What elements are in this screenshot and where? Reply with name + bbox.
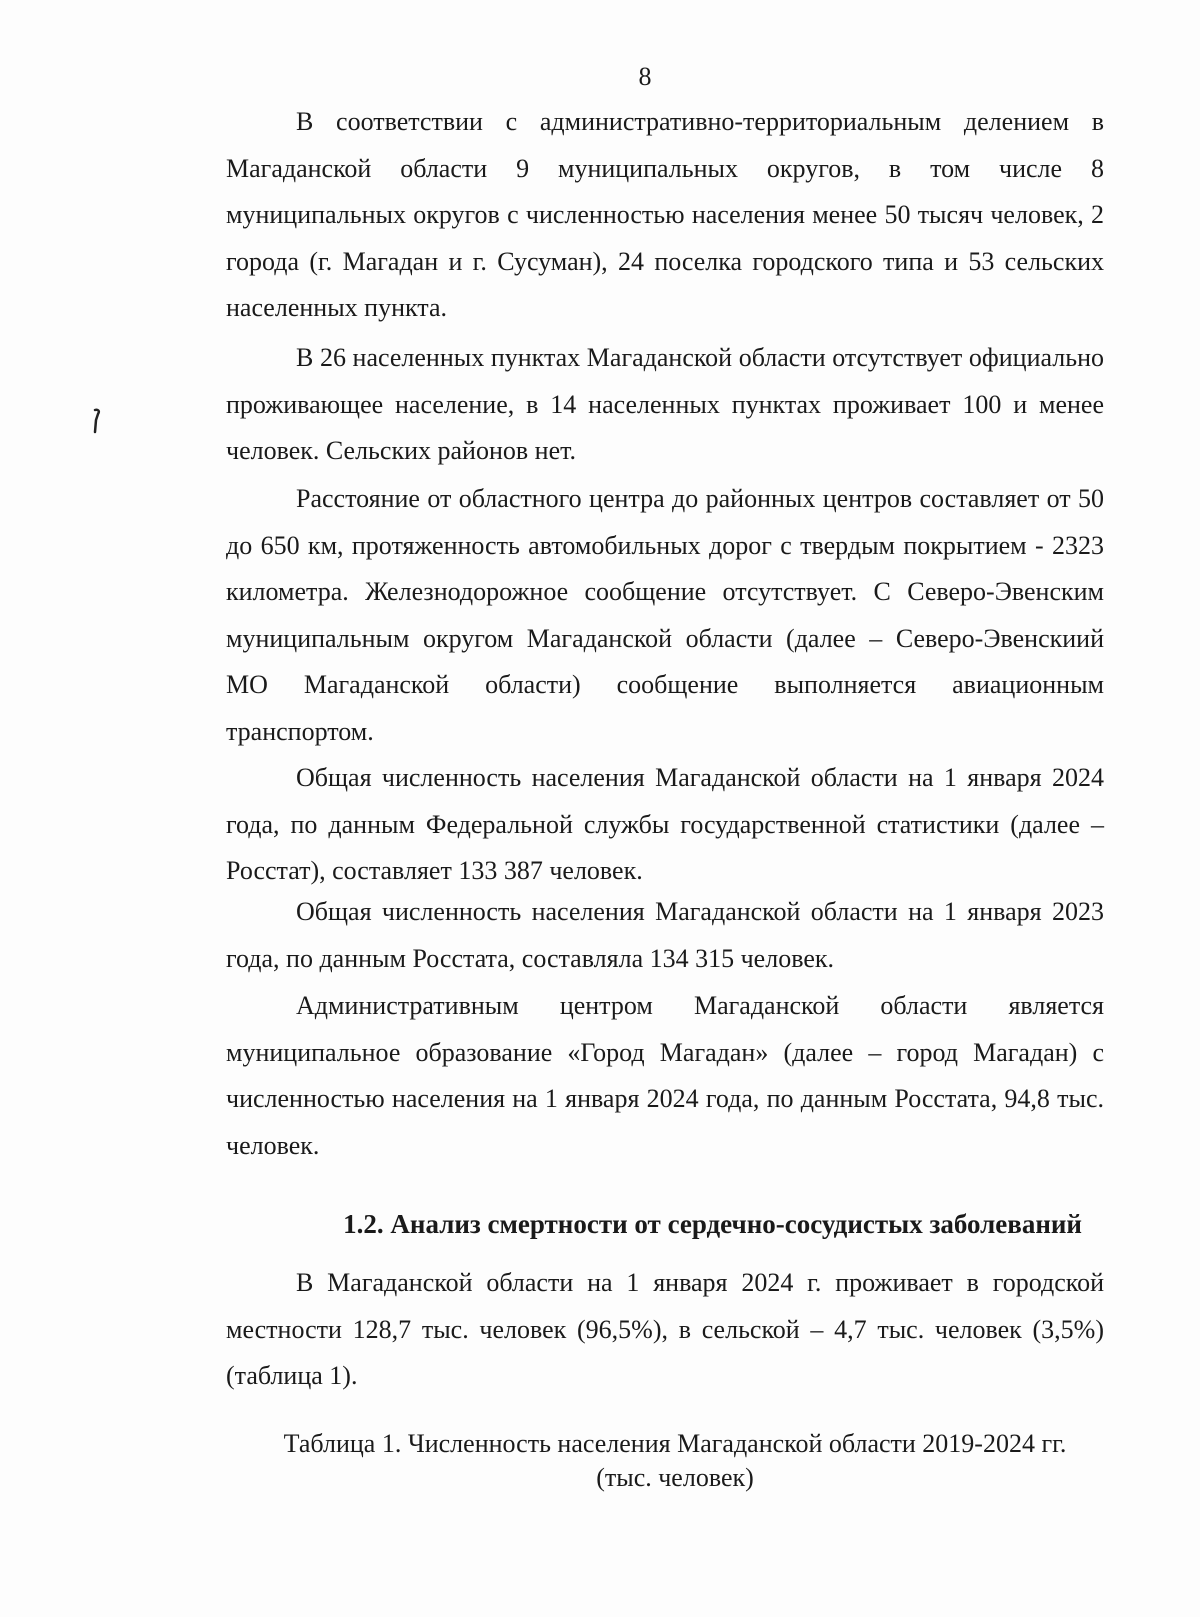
paragraph-administrative-center: Административным центром Магаданской области является муниципальное образование «Город Магадан» (далее – город Магадан) с численностью населения на 1 января 2024 года, по данным Росстата, 94,8 тыс. человек. bbox=[226, 991, 1104, 1160]
paragraph-administrative-division: В соответствии с административно-территориальным делением в Магаданской области 9 муниципальных округов, в том числе 8 муниципальных округов с численностью населения менее 50 тысяч человек, 2 города (г. Магадан и г. Сусуман), 24 поселка городского типа и 53 сельских населенных пункта. bbox=[226, 107, 1104, 322]
paragraph-population-2024: Общая численность населения Магаданской области на 1 января 2024 года, по данным Федеральной службы государственной статистики (далее – Росстат), составляет 133 387 человек. bbox=[226, 763, 1104, 885]
paragraph-settlements: В 26 населенных пунктах Магаданской области отсутствует официально проживающее население, в 14 населенных пунктах проживает 100 и менее человек. Сельских районов нет. bbox=[226, 343, 1104, 465]
section-heading-text: 1.2. Анализ смертности от сердечно-сосудистых заболеваний bbox=[343, 1209, 1082, 1239]
page-number: 8 bbox=[638, 62, 652, 91]
paragraph-population-2023: Общая численность населения Магаданской области на 1 января 2023 года, по данным Росстата, составляла 134 315 человек. bbox=[226, 897, 1104, 973]
table-caption-title: Таблица 1. Численность населения Магаданской области 2019-2024 гг. bbox=[283, 1429, 1067, 1458]
paragraph-transport: Расстояние от областного центра до районных центров составляет от 50 до 650 км, протяженность автомобильных дорог с твердым покрытием - 2323 километра. Железнодорожное сообщение отсутствует. С Северо-Эвенским муниципальным округом Магаданской области (далее – Северо-Эвенскиий МО Магаданской области) сообщение выполняется авиационным транспортом. bbox=[226, 484, 1104, 746]
table-caption-units: (тыс. человек) bbox=[596, 1463, 754, 1492]
scan-mark bbox=[91, 408, 101, 434]
table-caption bbox=[240, 1427, 1110, 1495]
paragraph-urban-rural: В Магаданской области на 1 января 2024 г. проживает в городской местности 128,7 тыс. человек (96,5%), в сельской – 4,7 тыс. человек (3,5%) (таблица 1). bbox=[226, 1268, 1104, 1390]
section-heading bbox=[226, 1209, 1104, 1240]
